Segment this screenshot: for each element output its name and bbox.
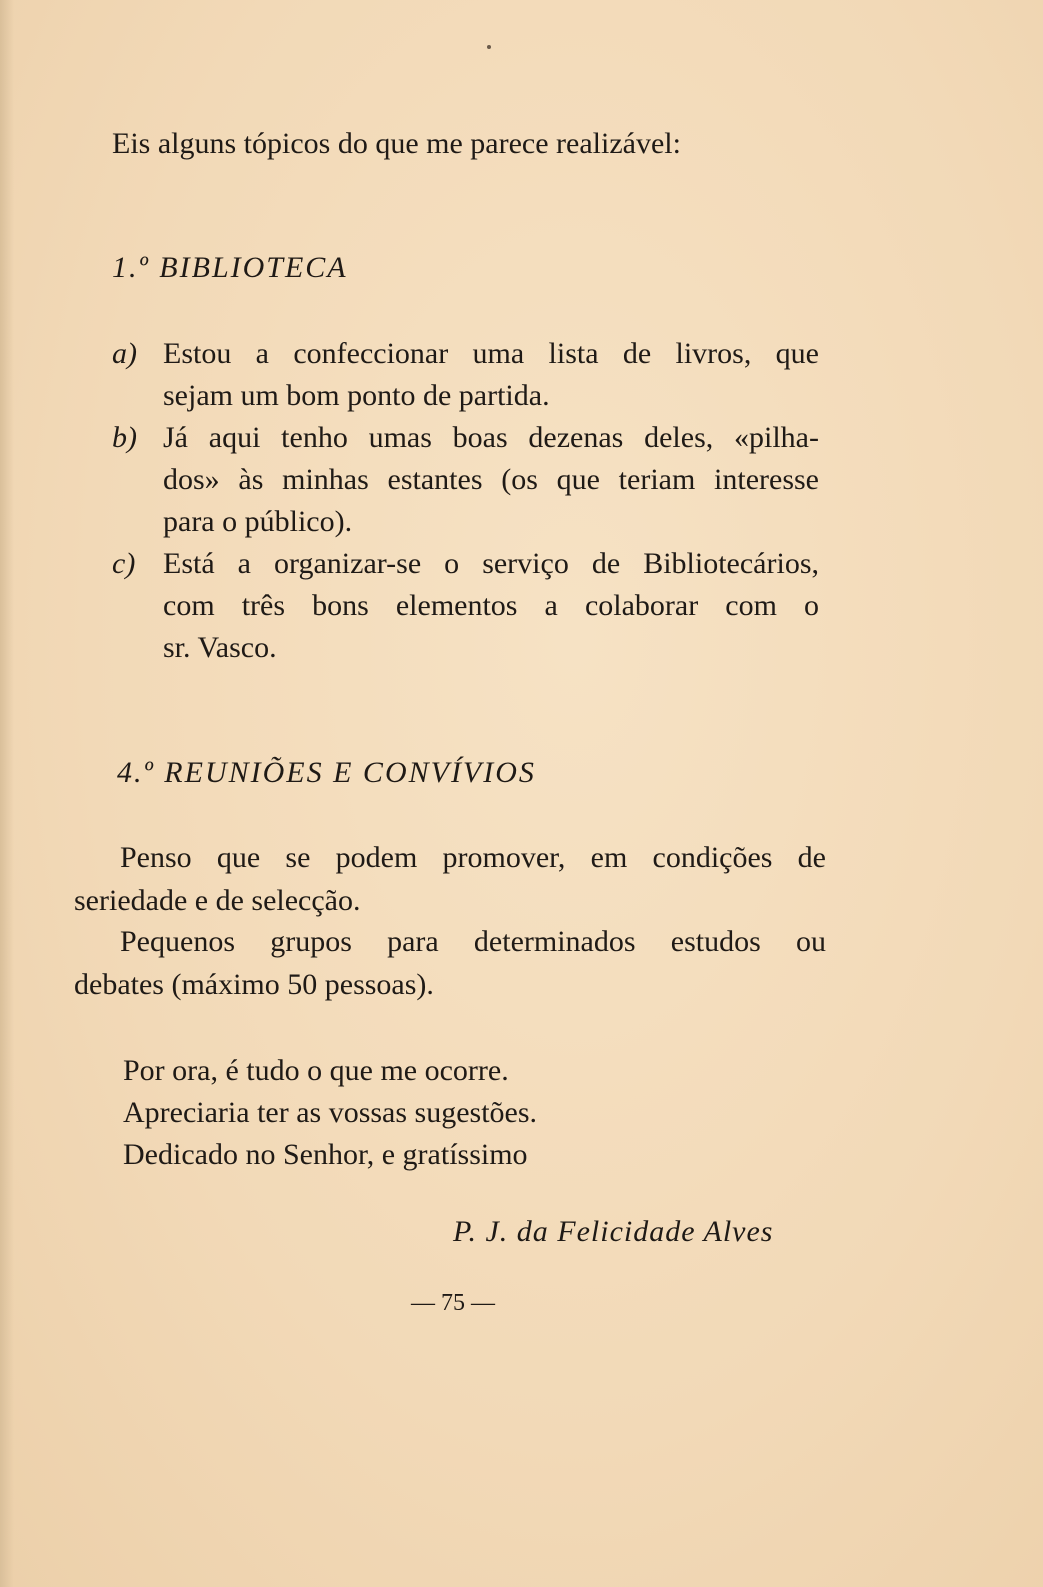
item-c-line-2: com três bons elementos a colaborar com o bbox=[163, 589, 819, 622]
paragraph-1-line-2: seriedade e de selecção. bbox=[74, 884, 361, 917]
item-c-line-1: Está a organizar-se o serviço de Bibliotecários, bbox=[163, 547, 819, 580]
item-a-line-2: sejam um bom ponto de partida. bbox=[163, 379, 550, 412]
item-label-a: a) bbox=[112, 337, 137, 370]
item-c-line-3: sr. Vasco. bbox=[163, 631, 277, 664]
item-b-line-2: dos» às minhas estantes (os que teriam interesse bbox=[163, 463, 819, 496]
section-heading-biblioteca: 1.º BIBLIOTECA bbox=[112, 251, 348, 284]
section-heading-reunioes: 4.º REUNIÕES E CONVÍVIOS bbox=[117, 756, 536, 789]
paper-speck bbox=[487, 45, 491, 49]
item-b-line-1: Já aqui tenho umas boas dezenas deles, «pilha- bbox=[163, 421, 819, 454]
paragraph-2-line-2: debates (máximo 50 pessoas). bbox=[74, 968, 434, 1001]
page-edge-shadow bbox=[0, 0, 14, 1587]
intro-text: Eis alguns tópicos do que me parece realizável: bbox=[112, 127, 681, 160]
paragraph-2-line-1: Pequenos grupos para determinados estudos ou bbox=[120, 925, 826, 958]
item-label-b: b) bbox=[112, 421, 137, 454]
closing-line-3: Dedicado no Senhor, e gratíssimo bbox=[123, 1138, 528, 1171]
closing-line-2: Apreciaria ter as vossas sugestões. bbox=[123, 1096, 538, 1129]
item-a-line-1: Estou a confeccionar uma lista de livros, que bbox=[163, 337, 819, 370]
closing-line-1: Por ora, é tudo o que me ocorre. bbox=[123, 1054, 509, 1087]
item-label-c: c) bbox=[112, 547, 136, 580]
signature: P. J. da Felicidade Alves bbox=[453, 1215, 774, 1248]
item-b-line-3: para o público). bbox=[163, 505, 353, 538]
page-number: — 75 — bbox=[411, 1290, 495, 1316]
paragraph-1-line-1: Penso que se podem promover, em condições de bbox=[120, 841, 826, 874]
